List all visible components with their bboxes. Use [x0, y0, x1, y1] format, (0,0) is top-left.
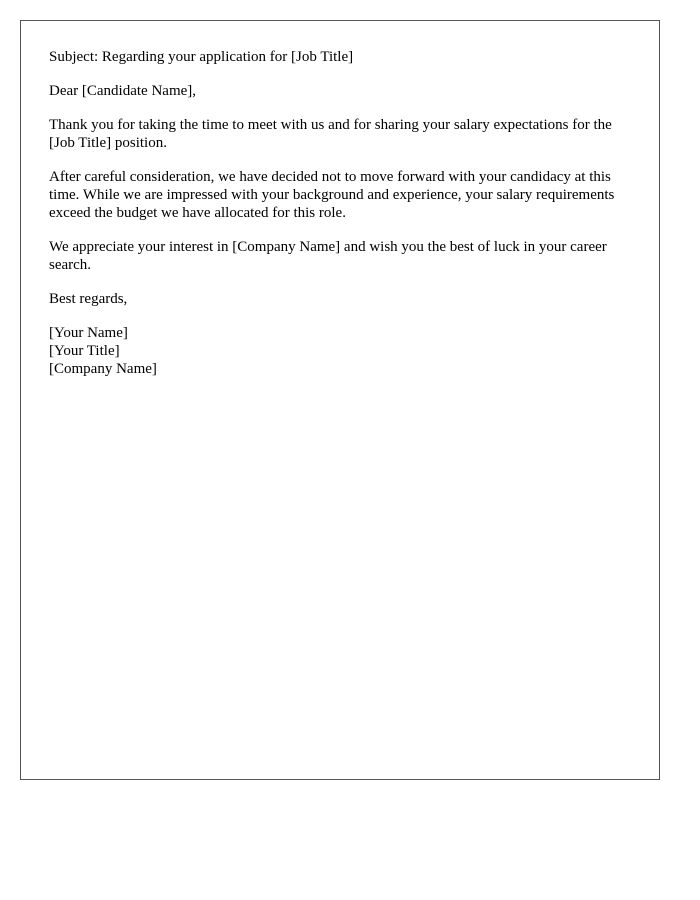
letter-paragraph-1: Thank you for taking the time to meet with us and for sharing your salary expectations for the [Job Title] position. [49, 117, 612, 151]
signature-company: [Company Name] [49, 361, 157, 377]
signature-name: [Your Name] [49, 325, 128, 341]
letter-paragraph-2: After careful consideration, we have decided not to move forward with your candidacy at this time. While we are impressed with your background and experience, your salary requirements exceed the budget we have allocated for this role. [49, 169, 615, 221]
letter-paragraph-3: We appreciate your interest in [Company Name] and wish you the best of luck in your career search. [49, 239, 607, 273]
letter-page [20, 20, 660, 780]
letter-signature [49, 324, 631, 378]
letter-closing: Best regards, [49, 291, 128, 307]
letter-subject: Subject: Regarding your application for [Job Title] [49, 49, 354, 65]
signature-title: [Your Title] [49, 343, 120, 359]
letter-salutation: Dear [Candidate Name], [49, 83, 197, 99]
